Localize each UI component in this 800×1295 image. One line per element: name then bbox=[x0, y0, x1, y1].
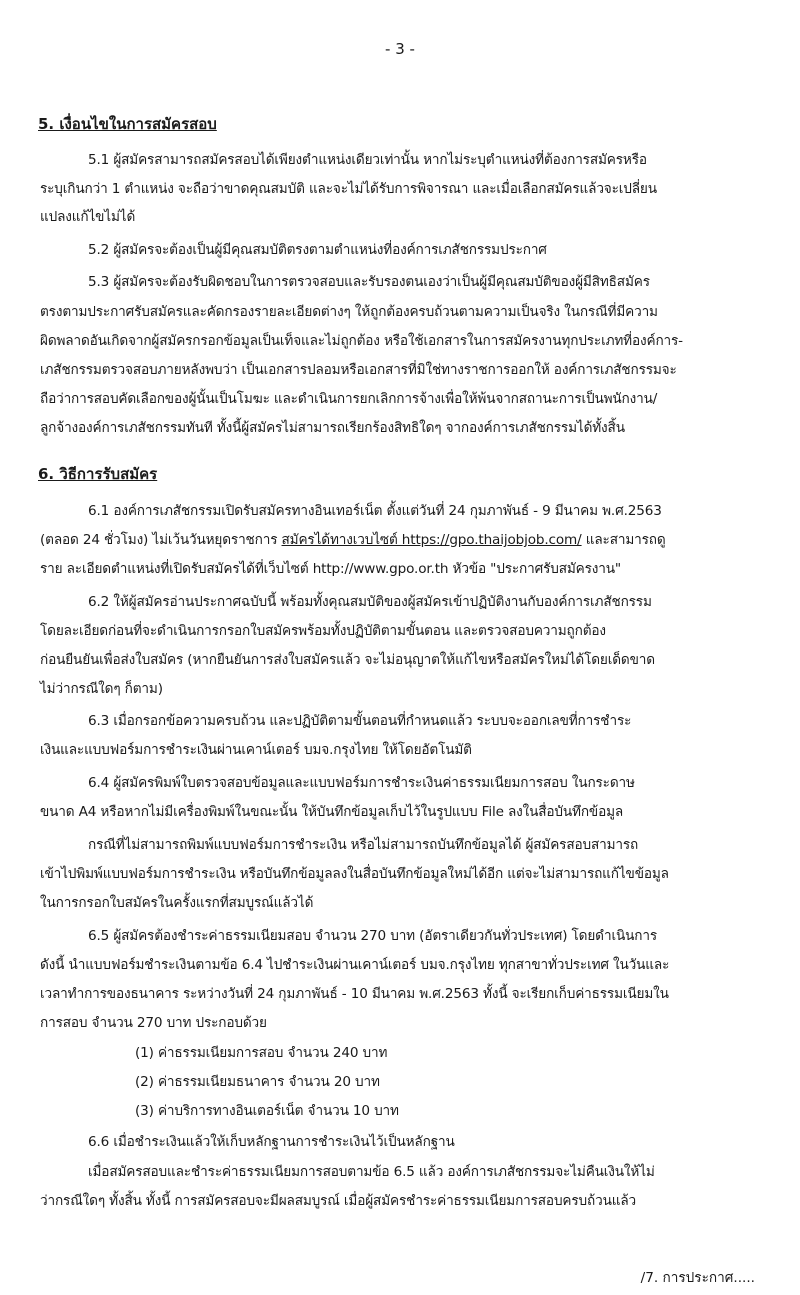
section-5-heading: 5. เงื่อนไขในการสมัครสอบ bbox=[38, 115, 217, 133]
paragraph-6-1-text: และสามารถดู bbox=[581, 532, 666, 548]
paragraph-5-3-line: เภสัชกรรมตรวจสอบภายหลังพบว่า เป็นเอกสารปลอมหรือเอกสารที่มิใช่ทางราชการออกให้ องค์การเภสัชกรรมจะ bbox=[40, 362, 677, 378]
paragraph-6-5-line: เวลาทำการของธนาคาร ระหว่างวันที่ 24 กุมภาพันธ์ - 10 มีนาคม พ.ศ.2563 ทั้งนี้ จะเรียกเก็บค่าธรรมเนียมใน bbox=[40, 986, 669, 1002]
paragraph-5-3-line: ผิดพลาดอันเกิดจากผู้สมัครกรอกข้อมูลเป็นเท็จและไม่ถูกต้อง หรือใช้เอกสารในการสมัครงานทุกประเภทที่องค์การ- bbox=[40, 333, 683, 349]
paragraph-6-7-line: เมื่อสมัครสอบและชำระค่าธรรมเนียมการสอบตามข้อ 6.5 แล้ว องค์การเภสัชกรรมจะไม่คืนเงินให้ไม่ bbox=[88, 1164, 655, 1180]
paragraph-5-3-line: ตรงตามประกาศรับสมัครและคัดกรองรายละเอียดต่างๆ ให้ถูกต้องครบถ้วนตามความเป็นจริง ในกรณีที่มีความ bbox=[40, 304, 658, 320]
paragraph-6-2-line: ไม่ว่ากรณีใดๆ ก็ตาม) bbox=[40, 681, 163, 697]
paragraph-6-2-line: 6.2 ให้ผู้สมัครอ่านประกาศฉบับนี้ พร้อมทั้งคุณสมบัติของผู้สมัครเข้าปฏิบัติงานกับองค์การเภสัชกรรม bbox=[88, 594, 652, 610]
paragraph-6-7-line: ว่ากรณีใดๆ ทั้งสิ้น ทั้งนี้ การสมัครสอบจะมีผลสมบูรณ์ เมื่อผู้สมัครชำระค่าธรรมเนียมการสอบครบถ้วนแล้ว bbox=[40, 1193, 636, 1209]
paragraph-6-4-line: ขนาด A4 หรือหากไม่มีเครื่องพิมพ์ในขณะนั้น ให้บันทึกข้อมูลเก็บไว้ในรูปแบบ File ลงในสื่อบันทึกข้อมูล bbox=[40, 804, 624, 820]
application-website-link[interactable]: สมัครได้ทางเวบไซต์ https://gpo.thaijobjob.com/ bbox=[281, 532, 582, 548]
paragraph-5-1-line: แปลงแก้ไขไม่ได้ bbox=[40, 209, 136, 225]
paragraph-6-4b-line: กรณีที่ไม่สามารถพิมพ์แบบฟอร์มการชำระเงิน หรือไม่สามารถบันทึกข้อมูลได้ ผู้สมัครสอบสามารถ bbox=[88, 837, 639, 853]
paragraph-6-6: 6.6 เมื่อชำระเงินแล้วให้เก็บหลักฐานการชำระเงินไว้เป็นหลักฐาน bbox=[88, 1134, 455, 1150]
paragraph-6-3-line: เงินและแบบฟอร์มการชำระเงินผ่านเคาน์เตอร์ บมจ.กรุงไทย ให้โดยอัตโนมัติ bbox=[40, 742, 472, 758]
paragraph-5-3-line: ลูกจ้างองค์การเภสัชกรรมทันที ทั้งนี้ผู้สมัครไม่สามารถเรียกร้องสิทธิใดๆ จากองค์การเภสัชกรรมได้ทั้งสิ้น bbox=[40, 420, 625, 436]
paragraph-6-2-line: โดยละเอียดก่อนที่จะดำเนินการกรอกใบสมัครพร้อมทั้งปฏิบัติตามขั้นตอน และตรวจสอบความถูกต้อง bbox=[40, 623, 606, 639]
paragraph-5-3-line: 5.3 ผู้สมัครจะต้องรับผิดชอบในการตรวจสอบและรับรองตนเองว่าเป็นผู้มีคุณสมบัติของผู้มีสิทธิสมัคร bbox=[88, 274, 650, 290]
page-number: - 3 - bbox=[385, 40, 415, 58]
paragraph-6-5-line: ดังนี้ นำแบบฟอร์มชำระเงินตามข้อ 6.4 ไปชำระเงินผ่านเคาน์เตอร์ บมจ.กรุงไทย ทุกสาขาทั่วประเทศ ในวันและ bbox=[40, 957, 670, 973]
fee-item: (2) ค่าธรรมเนียมธนาคาร จำนวน 20 บาท bbox=[135, 1074, 380, 1090]
paragraph-6-4b-line: ในการกรอกใบสมัครในครั้งแรกที่สมบูรณ์แล้วได้ bbox=[40, 895, 314, 911]
paragraph-6-5-line: การสอบ จำนวน 270 บาท ประกอบด้วย bbox=[40, 1015, 267, 1031]
paragraph-6-5-line: 6.5 ผู้สมัครต้องชำระค่าธรรมเนียมสอบ จำนวน 270 บาท (อัตราเดียวกันทั่วประเทศ) โดยดำเนินการ bbox=[88, 928, 657, 944]
paragraph-5-1-line: ระบุเกินกว่า 1 ตำแหน่ง จะถือว่าขาดคุณสมบัติ และจะไม่ได้รับการพิจารณา และเมื่อเลือกสมัครแล้วจะเปลี่ยน bbox=[40, 181, 657, 197]
paragraph-6-3-line: 6.3 เมื่อกรอกข้อความครบถ้วน และปฏิบัติตามขั้นตอนที่กำหนดแล้ว ระบบจะออกเลขที่การชำระ bbox=[88, 713, 632, 729]
paragraph-6-1-text: (ตลอด 24 ชั่วโมง) ไม่เว้นวันหยุดราชการ bbox=[40, 532, 282, 548]
fee-item: (1) ค่าธรรมเนียมการสอบ จำนวน 240 บาท bbox=[135, 1045, 388, 1061]
continuation-footer: /7. การประกาศ..... bbox=[640, 1270, 755, 1286]
paragraph-6-4b-line: เข้าไปพิมพ์แบบฟอร์มการชำระเงิน หรือบันทึกข้อมูลลงในสื่อบันทึกข้อมูลใหม่ได้อีก แต่จะไม่สามารถแก้ไขข้อมูล bbox=[40, 866, 669, 882]
section-6-heading: 6. วิธีการรับสมัคร bbox=[38, 465, 158, 483]
paragraph-5-2: 5.2 ผู้สมัครจะต้องเป็นผู้มีคุณสมบัติตรงตามตำแหน่งที่องค์การเภสัชกรรมประกาศ bbox=[88, 242, 547, 258]
paragraph-6-4-line: 6.4 ผู้สมัครพิมพ์ใบตรวจสอบข้อมูลและแบบฟอร์มการชำระเงินค่าธรรมเนียมการสอบ ในกระดาษ bbox=[88, 775, 635, 791]
paragraph-5-1-line: 5.1 ผู้สมัครสามารถสมัครสอบได้เพียงตำแหน่งเดียวเท่านั้น หากไม่ระบุตำแหน่งที่ต้องการสมัครหรือ bbox=[88, 152, 647, 168]
paragraph-6-1-line bbox=[40, 528, 666, 550]
paragraph-6-1-line: 6.1 องค์การเภสัชกรรมเปิดรับสมัครทางอินเทอร์เน็ต ตั้งแต่วันที่ 24 กุมภาพันธ์ - 9 มีนาคม พ.ศ.2563 bbox=[88, 503, 662, 519]
paragraph-5-3-line: ถือว่าการสอบคัดเลือกของผู้นั้นเป็นโมฆะ และดำเนินการยกเลิกการจ้างเพื่อให้พ้นจากสถานะการเป็นพนักงาน/ bbox=[40, 391, 658, 407]
paragraph-6-1-line: ราย ละเอียดตำแหน่งที่เปิดรับสมัครได้ที่เว็บไซต์ http://www.gpo.or.th หัวข้อ "ประกาศรับสมัครงาน" bbox=[40, 561, 621, 577]
fee-item: (3) ค่าบริการทางอินเตอร์เน็ต จำนวน 10 บาท bbox=[135, 1103, 399, 1119]
paragraph-6-2-line: ก่อนยืนยันเพื่อส่งใบสมัคร (หากยืนยันการส่งใบสมัครแล้ว จะไม่อนุญาตให้แก้ไขหรือสมัครใหม่ได้โดยเด็ดขาด bbox=[40, 652, 655, 668]
